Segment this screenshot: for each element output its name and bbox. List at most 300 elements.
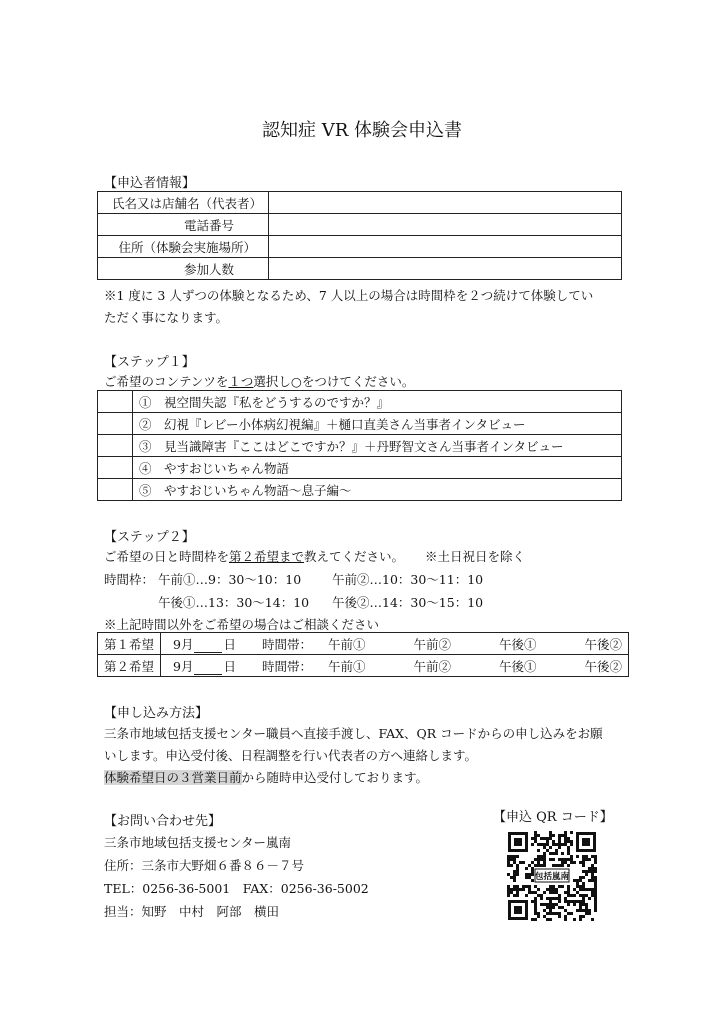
- qr-module: [591, 864, 594, 867]
- time-slot-pm1: 午後①…13：30～14：10: [158, 595, 310, 610]
- qr-module: [531, 867, 534, 870]
- qr-module: [513, 855, 516, 858]
- qr-module: [516, 855, 519, 858]
- qr-finder-bottom-left: [508, 900, 528, 920]
- qr-module: [552, 858, 555, 861]
- day-input-2[interactable]: [194, 662, 222, 675]
- qr-module: [525, 876, 528, 879]
- page-title: 認知症 VR 体験会申込書: [262, 120, 462, 141]
- qr-module: [528, 876, 531, 879]
- content-option-1: ① 視空間失認『私をどうするのですか？』: [133, 391, 622, 413]
- qr-module: [582, 870, 585, 873]
- content-option-5: ⑤ やすおじいちゃん物語～息子編～: [133, 479, 622, 501]
- qr-module: [591, 894, 594, 897]
- qr-module: [537, 888, 540, 891]
- qr-module: [576, 855, 579, 858]
- qr-module: [594, 909, 597, 912]
- qr-module: [567, 903, 570, 906]
- qr-module: [525, 894, 528, 897]
- qr-module: [585, 873, 588, 876]
- qr-module: [570, 831, 573, 834]
- qr-module: [522, 888, 525, 891]
- qr-module: [585, 903, 588, 906]
- qr-module: [594, 897, 597, 900]
- contact-phone: TEL：0256-36-5001 FAX：0256-36-5002: [104, 881, 369, 896]
- qr-module: [579, 906, 582, 909]
- qr-module: [558, 915, 561, 918]
- qr-module: [534, 840, 537, 843]
- qr-module: [588, 888, 591, 891]
- qr-module: [582, 861, 585, 864]
- table-row: [98, 413, 622, 435]
- choice-mark-cell-4[interactable]: [98, 457, 133, 479]
- qr-module: [549, 834, 552, 837]
- qr-module: [564, 837, 567, 840]
- qr-module: [585, 858, 588, 861]
- qr-module: [516, 873, 519, 876]
- qr-module: [549, 831, 552, 834]
- contact-address: 住所：三条市大野畑６番８６－７号: [104, 858, 305, 873]
- qr-module: [558, 894, 561, 897]
- applicant-phone-label: 電話番号: [98, 214, 269, 236]
- qr-module: [579, 903, 582, 906]
- qr-module: [579, 900, 582, 903]
- qr-module: [531, 918, 534, 921]
- choice-mark-cell-3[interactable]: [98, 435, 133, 457]
- qr-module: [558, 897, 561, 900]
- qr-module: [555, 903, 558, 906]
- pref2-option-am2[interactable]: 午前②: [413, 658, 451, 674]
- qr-module: [567, 891, 570, 894]
- contact-org: 三条市地域包括支援センター嵐南: [104, 835, 292, 850]
- qr-module: [573, 861, 576, 864]
- time-slot-am2: 午前②…10：30～11：10: [332, 572, 484, 587]
- pref2-option-pm2[interactable]: 午後②: [584, 658, 622, 674]
- qr-module: [531, 843, 534, 846]
- qr-module: [591, 888, 594, 891]
- content-option-3: ③ 見当識障害『ここはどこですか？』＋丹野智文さん当事者インタビュー: [133, 435, 622, 457]
- qr-module: [573, 918, 576, 921]
- qr-module: [567, 858, 570, 861]
- method-line1: 三条市地域包括支援センター職員へ直接手渡し、FAX、QR コードからの申し込みをお願: [104, 726, 603, 741]
- qr-module: [564, 831, 567, 834]
- qr-module: [510, 876, 513, 879]
- qr-module: [537, 834, 540, 837]
- qr-module: [531, 861, 534, 864]
- deadline-highlight: 体験希望日の３営業日前: [104, 770, 242, 785]
- qr-module: [537, 894, 540, 897]
- qr-module: [591, 876, 594, 879]
- qr-module: [528, 864, 531, 867]
- qr-module: [567, 888, 570, 891]
- day-input-1[interactable]: [194, 640, 222, 653]
- qr-module: [594, 876, 597, 879]
- qr-module: [507, 864, 510, 867]
- qr-module: [588, 858, 591, 861]
- qr-module: [537, 843, 540, 846]
- qr-module: [534, 903, 537, 906]
- qr-module: [534, 897, 537, 900]
- qr-module: [591, 879, 594, 882]
- qr-module: [594, 906, 597, 909]
- qr-module: [534, 912, 537, 915]
- applicant-address-field[interactable]: [269, 236, 622, 258]
- time-slot-am1: 午前①…9：30～10：10: [158, 572, 302, 587]
- qr-module: [549, 852, 552, 855]
- qr-module: [555, 888, 558, 891]
- qr-finder-top-left: [508, 832, 528, 852]
- content-option-4: ④ やすおじいちゃん物語: [133, 457, 622, 479]
- qr-module: [582, 876, 585, 879]
- qr-module: [507, 858, 510, 861]
- qr-module: [567, 864, 570, 867]
- qr-module: [528, 885, 531, 888]
- qr-module: [510, 891, 513, 894]
- qr-module: [513, 888, 516, 891]
- step2-header: 【ステップ２】: [104, 530, 195, 545]
- choice-mark-cell-2[interactable]: [98, 413, 133, 435]
- qr-module: [552, 891, 555, 894]
- qr-module: [552, 912, 555, 915]
- qr-module: [594, 903, 597, 906]
- qr-module: [552, 885, 555, 888]
- qr-module: [594, 900, 597, 903]
- qr-module: [567, 912, 570, 915]
- qr-module: [582, 855, 585, 858]
- qr-module: [582, 885, 585, 888]
- qr-module: [576, 885, 579, 888]
- qr-center-label: 包括嵐南: [534, 872, 570, 882]
- qr-module: [579, 861, 582, 864]
- qr-module: [594, 885, 597, 888]
- qr-module: [558, 846, 561, 849]
- qr-module: [591, 855, 594, 858]
- qr-module: [510, 858, 513, 861]
- qr-module: [579, 915, 582, 918]
- table-row: [98, 391, 622, 413]
- qr-module: [507, 894, 510, 897]
- qr-module: [549, 891, 552, 894]
- method-line2: いします。申込受付後、日程調整を行い代表者の方へ連絡します。: [104, 748, 478, 763]
- qr-module: [507, 888, 510, 891]
- qr-module: [519, 888, 522, 891]
- pref1-option-pm1[interactable]: 午後①: [498, 636, 537, 652]
- qr-module: [510, 864, 513, 867]
- qr-module: [570, 900, 573, 903]
- qr-module: [564, 891, 567, 894]
- qr-module: [579, 885, 582, 888]
- pref1-option-am2[interactable]: 午前②: [413, 636, 451, 652]
- qr-module: [570, 858, 573, 861]
- qr-module: [591, 873, 594, 876]
- table-row: [98, 633, 629, 655]
- pref2-option-am1[interactable]: 午前①: [327, 658, 366, 674]
- qr-module: [552, 852, 555, 855]
- qr-module: [582, 894, 585, 897]
- qr-module: [558, 858, 561, 861]
- qr-module: [534, 918, 537, 921]
- qr-module: [558, 840, 561, 843]
- applicant-name-field[interactable]: [269, 192, 622, 214]
- step2-intro-emphasis: 第２希望まで: [229, 549, 305, 564]
- qr-module: [588, 879, 591, 882]
- qr-module: [576, 900, 579, 903]
- qr-module: [579, 909, 582, 912]
- qr-module: [570, 894, 573, 897]
- qr-module: [534, 831, 537, 834]
- qr-module: [543, 903, 546, 906]
- qr-module: [534, 891, 537, 894]
- preference-table: [97, 632, 629, 677]
- qr-module: [567, 846, 570, 849]
- contact-header: 【お問い合わせ先】: [104, 814, 222, 829]
- step2-intro: ご希望の日と時間枠を第２希望まで教えてください。: [104, 549, 405, 564]
- qr-module: [507, 861, 510, 864]
- qr-module: [543, 843, 546, 846]
- qr-module: [543, 855, 546, 858]
- qr-module: [579, 876, 582, 879]
- qr-module: [588, 870, 591, 873]
- qr-module: [507, 855, 510, 858]
- qr-module: [531, 891, 534, 894]
- qr-finder-top-right: [576, 832, 596, 852]
- qr-module: [585, 912, 588, 915]
- qr-module: [507, 885, 510, 888]
- qr-module: [546, 837, 549, 840]
- qr-module: [537, 915, 540, 918]
- qr-module: [528, 888, 531, 891]
- choice-mark-cell-1[interactable]: [98, 391, 133, 413]
- qr-module: [582, 858, 585, 861]
- qr-module: [540, 855, 543, 858]
- qr-module: [582, 900, 585, 903]
- qr-module: [567, 849, 570, 852]
- qr-module: [561, 852, 564, 855]
- qr-module: [552, 864, 555, 867]
- qr-module: [546, 906, 549, 909]
- other-time-note: ※上記時間以外をご希望の場合はご相談ください: [104, 617, 380, 632]
- qr-module: [549, 900, 552, 903]
- qr-module: [519, 861, 522, 864]
- table-row: [98, 214, 622, 236]
- qr-module: [555, 912, 558, 915]
- qr-module: [564, 897, 567, 900]
- qr-module: [522, 861, 525, 864]
- table-row: [98, 258, 622, 280]
- pref2-option-pm1[interactable]: 午後①: [498, 658, 537, 674]
- qr-module: [540, 903, 543, 906]
- qr-module: [537, 849, 540, 852]
- qr-module: [534, 885, 537, 888]
- qr-module: [591, 870, 594, 873]
- qr-module: [555, 891, 558, 894]
- qr-module: [564, 834, 567, 837]
- qr-module: [534, 858, 537, 861]
- qr-module: [543, 852, 546, 855]
- time-slots-label: 時間枠：: [104, 572, 155, 587]
- qr-module: [558, 912, 561, 915]
- qr-module: [549, 912, 552, 915]
- qr-module: [537, 912, 540, 915]
- qr-module: [534, 837, 537, 840]
- qr-module: [573, 879, 576, 882]
- preference-label-1: 第１希望: [98, 633, 161, 655]
- qr-module: [543, 858, 546, 861]
- table-row: [98, 435, 622, 457]
- qr-module: [540, 858, 543, 861]
- qr-module: [534, 864, 537, 867]
- qr-module: [549, 846, 552, 849]
- step2-holiday-note: ※土日祝日を除く: [425, 549, 526, 564]
- pref1-option-pm2[interactable]: 午後②: [584, 636, 622, 652]
- method-header: 【申し込み方法】: [104, 706, 209, 721]
- qr-module: [555, 897, 558, 900]
- qr-module: [570, 855, 573, 858]
- qr-module: [543, 909, 546, 912]
- qr-module: [552, 840, 555, 843]
- qr-module: [564, 843, 567, 846]
- qr-module: [594, 867, 597, 870]
- qr-module: [552, 906, 555, 909]
- qr-module: [594, 861, 597, 864]
- applicant-count-field[interactable]: [269, 258, 622, 280]
- qr-module: [564, 918, 567, 921]
- qr-module: [579, 894, 582, 897]
- qr-module: [585, 894, 588, 897]
- qr-module: [585, 909, 588, 912]
- qr-module: [579, 918, 582, 921]
- qr-module: [525, 885, 528, 888]
- qr-module: [558, 864, 561, 867]
- pref1-option-am1[interactable]: 午前①: [327, 636, 366, 652]
- qr-module: [588, 909, 591, 912]
- qr-module: [561, 843, 564, 846]
- qr-module: [543, 846, 546, 849]
- qr-module: [510, 888, 513, 891]
- qr-module: [594, 894, 597, 897]
- applicant-phone-field[interactable]: [269, 214, 622, 236]
- qr-module: [594, 879, 597, 882]
- qr-module: [567, 840, 570, 843]
- qr-module: [552, 843, 555, 846]
- preference-detail-1: 9月 日 時間帯： 午前① 午前② 午後① 午後②: [161, 633, 629, 655]
- qr-module: [540, 864, 543, 867]
- applicant-count-label: 参加人数: [98, 258, 269, 280]
- qr-module: [537, 861, 540, 864]
- table-row: [98, 192, 622, 214]
- qr-module: [570, 861, 573, 864]
- qr-module: [513, 894, 516, 897]
- qr-module: [582, 897, 585, 900]
- qr-module: [543, 891, 546, 894]
- qr-module: [555, 852, 558, 855]
- qr-module: [573, 888, 576, 891]
- qr-module: [588, 912, 591, 915]
- qr-module: [558, 843, 561, 846]
- qr-module: [513, 858, 516, 861]
- qr-module: [582, 888, 585, 891]
- time-slot-pm2: 午後②…14：30～15：10: [332, 595, 484, 610]
- qr-module: [546, 843, 549, 846]
- qr-module: [531, 837, 534, 840]
- qr-module: [513, 876, 516, 879]
- qr-module: [567, 894, 570, 897]
- qr-code-image[interactable]: [507, 831, 597, 921]
- qr-module: [507, 891, 510, 894]
- applicant-note-line2: ただく事になります。: [104, 310, 229, 325]
- qr-module: [582, 864, 585, 867]
- qr-module: [546, 849, 549, 852]
- qr-module: [567, 837, 570, 840]
- qr-module: [585, 888, 588, 891]
- qr-module: [534, 834, 537, 837]
- applicant-address-label: 住所（体験会実施場所）: [98, 236, 269, 258]
- qr-module: [591, 867, 594, 870]
- content-choice-table: [97, 390, 622, 501]
- preference-label-2: 第２希望: [98, 655, 161, 677]
- qr-module: [549, 903, 552, 906]
- method-line3: 体験希望日の３営業日前から随時申込受付しております。: [104, 770, 429, 785]
- content-option-2: ② 幻視『レビー小体病幻視編』＋樋口直美さん当事者インタビュー: [133, 413, 622, 435]
- step1-header: 【ステップ１】: [104, 355, 195, 370]
- choice-mark-cell-5[interactable]: [98, 479, 133, 501]
- qr-module: [525, 867, 528, 870]
- qr-module: [591, 918, 594, 921]
- applicant-section-header: 【申込者情報】: [104, 176, 196, 191]
- qr-module: [522, 885, 525, 888]
- qr-module: [573, 903, 576, 906]
- qr-module: [561, 906, 564, 909]
- qr-module: [552, 834, 555, 837]
- qr-module: [513, 861, 516, 864]
- qr-module: [564, 900, 567, 903]
- step1-intro: ご希望のコンテンツを１つ選択し○をつけてください。: [104, 374, 415, 389]
- qr-module: [567, 900, 570, 903]
- qr-module: [594, 891, 597, 894]
- qr-module: [543, 915, 546, 918]
- qr-module: [534, 900, 537, 903]
- qr-module: [567, 852, 570, 855]
- qr-module: [549, 906, 552, 909]
- qr-module: [516, 867, 519, 870]
- qr-module: [573, 894, 576, 897]
- qr-module: [549, 858, 552, 861]
- qr-module: [513, 873, 516, 876]
- preference-detail-2: 9月 日 時間帯： 午前① 午前② 午後① 午後②: [161, 655, 629, 677]
- qr-module: [561, 885, 564, 888]
- qr-module: [540, 897, 543, 900]
- qr-module: [576, 909, 579, 912]
- qr-module: [585, 870, 588, 873]
- qr-module: [582, 882, 585, 885]
- qr-module: [516, 885, 519, 888]
- qr-module: [549, 888, 552, 891]
- qr-module: [564, 909, 567, 912]
- qr-module: [552, 903, 555, 906]
- qr-module: [561, 858, 564, 861]
- qr-module: [534, 906, 537, 909]
- qr-module: [540, 894, 543, 897]
- qr-module: [549, 885, 552, 888]
- applicant-note-line1: ※1 度に 3 人ずつの体験となるため、7 人以上の場合は時間枠を２つ続けて体験してい: [104, 288, 594, 303]
- qr-module: [510, 855, 513, 858]
- qr-module: [591, 891, 594, 894]
- qr-module: [579, 879, 582, 882]
- qr-module: [564, 840, 567, 843]
- qr-module: [576, 882, 579, 885]
- qr-module: [564, 861, 567, 864]
- qr-module: [594, 882, 597, 885]
